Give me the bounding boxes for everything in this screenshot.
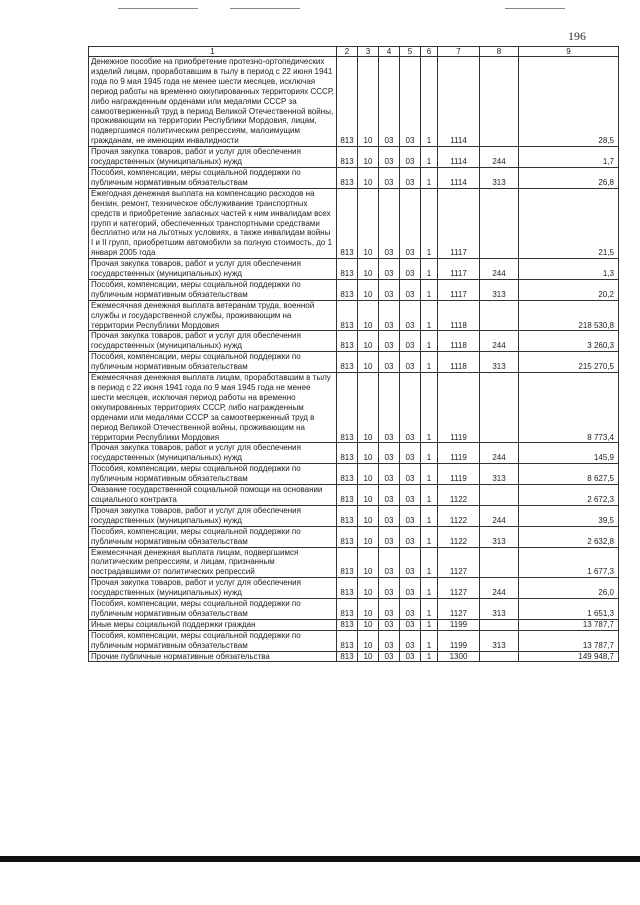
item-name-cell: Прочая закупка товаров, работ и услуг для обеспечения государственных (муниципальных) нужд xyxy=(89,578,337,599)
ministry-code-cell: 813 xyxy=(337,578,358,599)
item-name-cell: Оказание государственной социальной помощи на основании социального контракта xyxy=(89,485,337,506)
item-name-cell: Ежемесячная денежная выплата лицам, подвергшимся политическим репрессиям, и лицам, признанным пострадавшими от политических репрессий xyxy=(89,547,337,578)
subsection-code-cell: 03 xyxy=(379,57,400,147)
expense-type-cell: 244 xyxy=(480,331,519,352)
expense-type-cell: 313 xyxy=(480,599,519,620)
scan-mark xyxy=(118,8,198,9)
section-code-cell: 10 xyxy=(358,526,379,547)
amount-cell: 39,5 xyxy=(519,505,619,526)
subprogram-code-cell: 1 xyxy=(421,352,438,373)
program-code-cell: 03 xyxy=(400,352,421,373)
target-code-cell: 1118 xyxy=(438,300,480,331)
table-row xyxy=(89,651,619,662)
item-name-cell: Ежемесячная денежная выплата лицам, проработавшим в тылу в период с 22 июня 1941 года по 9 мая 1945 года не менее шести месяцев, исключая период работы на временно оккупированных территориях СССР, либо награжденным орденами или медалями СССР за самоотверженный труд в период Великой Отечественной войны, проживающим на территории Республики Мордовия xyxy=(89,373,337,443)
program-code-cell: 03 xyxy=(400,505,421,526)
subprogram-code-cell: 1 xyxy=(421,279,438,300)
section-code-cell: 10 xyxy=(358,505,379,526)
scan-mark xyxy=(230,8,300,9)
program-code-cell: 03 xyxy=(400,300,421,331)
item-name-cell: Иные меры социальной поддержки граждан xyxy=(89,619,337,630)
table-row xyxy=(89,485,619,506)
column-header: 3 xyxy=(358,47,379,57)
target-code-cell: 1117 xyxy=(438,259,480,280)
subprogram-code-cell: 1 xyxy=(421,259,438,280)
subprogram-code-cell: 1 xyxy=(421,373,438,443)
program-code-cell: 03 xyxy=(400,547,421,578)
amount-cell: 26,8 xyxy=(519,167,619,188)
ministry-code-cell: 813 xyxy=(337,505,358,526)
expense-type-cell xyxy=(480,485,519,506)
section-code-cell: 10 xyxy=(358,485,379,506)
expense-type-cell: 313 xyxy=(480,352,519,373)
amount-cell: 2 632,8 xyxy=(519,526,619,547)
item-name-cell: Пособия, компенсации, меры социальной поддержки по публичным нормативным обязательствам xyxy=(89,352,337,373)
table-body xyxy=(89,57,619,662)
program-code-cell: 03 xyxy=(400,147,421,168)
ministry-code-cell: 813 xyxy=(337,547,358,578)
target-code-cell: 1300 xyxy=(438,651,480,662)
ministry-code-cell: 813 xyxy=(337,619,358,630)
subsection-code-cell: 03 xyxy=(379,167,400,188)
table-row xyxy=(89,443,619,464)
target-code-cell: 1119 xyxy=(438,373,480,443)
amount-cell: 1,3 xyxy=(519,259,619,280)
subprogram-code-cell: 1 xyxy=(421,547,438,578)
subprogram-code-cell: 1 xyxy=(421,630,438,651)
program-code-cell: 03 xyxy=(400,630,421,651)
amount-cell: 21,5 xyxy=(519,188,619,258)
ministry-code-cell: 813 xyxy=(337,279,358,300)
ministry-code-cell: 813 xyxy=(337,352,358,373)
program-code-cell: 03 xyxy=(400,485,421,506)
section-code-cell: 10 xyxy=(358,373,379,443)
program-code-cell: 03 xyxy=(400,464,421,485)
item-name-cell: Прочая закупка товаров, работ и услуг для обеспечения государственных (муниципальных) нужд xyxy=(89,147,337,168)
column-header: 1 xyxy=(89,47,337,57)
subprogram-code-cell: 1 xyxy=(421,331,438,352)
subprogram-code-cell: 1 xyxy=(421,464,438,485)
expense-type-cell: 313 xyxy=(480,167,519,188)
program-code-cell: 03 xyxy=(400,526,421,547)
program-code-cell: 03 xyxy=(400,259,421,280)
program-code-cell: 03 xyxy=(400,331,421,352)
subsection-code-cell: 03 xyxy=(379,464,400,485)
subprogram-code-cell: 1 xyxy=(421,443,438,464)
ministry-code-cell: 813 xyxy=(337,188,358,258)
amount-cell: 1 651,3 xyxy=(519,599,619,620)
amount-cell: 13 787,7 xyxy=(519,619,619,630)
amount-cell: 20,2 xyxy=(519,279,619,300)
item-name-cell: Пособия, компенсации, меры социальной поддержки по публичным нормативным обязательствам xyxy=(89,464,337,485)
expense-type-cell: 244 xyxy=(480,578,519,599)
subprogram-code-cell: 1 xyxy=(421,167,438,188)
table-row xyxy=(89,57,619,147)
ministry-code-cell: 813 xyxy=(337,526,358,547)
section-code-cell: 10 xyxy=(358,300,379,331)
section-code-cell: 10 xyxy=(358,651,379,662)
table-row xyxy=(89,599,619,620)
subprogram-code-cell: 1 xyxy=(421,505,438,526)
subsection-code-cell: 03 xyxy=(379,279,400,300)
subsection-code-cell: 03 xyxy=(379,259,400,280)
target-code-cell: 1199 xyxy=(438,630,480,651)
item-name-cell: Прочая закупка товаров, работ и услуг для обеспечения государственных (муниципальных) нужд xyxy=(89,331,337,352)
table-row xyxy=(89,259,619,280)
table-row xyxy=(89,630,619,651)
budget-table xyxy=(88,46,619,662)
expense-type-cell: 313 xyxy=(480,526,519,547)
section-code-cell: 10 xyxy=(358,279,379,300)
column-header: 4 xyxy=(379,47,400,57)
subsection-code-cell: 03 xyxy=(379,300,400,331)
page-number: 196 xyxy=(568,29,586,43)
expense-type-cell xyxy=(480,547,519,578)
ministry-code-cell: 813 xyxy=(337,259,358,280)
ministry-code-cell: 813 xyxy=(337,373,358,443)
subprogram-code-cell: 1 xyxy=(421,188,438,258)
section-code-cell: 10 xyxy=(358,599,379,620)
table-header-row xyxy=(89,47,619,57)
section-code-cell: 10 xyxy=(358,547,379,578)
expense-type-cell: 313 xyxy=(480,630,519,651)
target-code-cell: 1199 xyxy=(438,619,480,630)
ministry-code-cell: 813 xyxy=(337,485,358,506)
item-name-cell: Пособия, компенсации, меры социальной поддержки по публичным нормативным обязательствам xyxy=(89,599,337,620)
ministry-code-cell: 813 xyxy=(337,57,358,147)
item-name-cell: Прочие публичные нормативные обязательства xyxy=(89,651,337,662)
amount-cell: 26,0 xyxy=(519,578,619,599)
program-code-cell: 03 xyxy=(400,57,421,147)
section-code-cell: 10 xyxy=(358,331,379,352)
table-row xyxy=(89,279,619,300)
target-code-cell: 1118 xyxy=(438,331,480,352)
amount-cell: 2 672,3 xyxy=(519,485,619,506)
subprogram-code-cell: 1 xyxy=(421,619,438,630)
table-row xyxy=(89,331,619,352)
subprogram-code-cell: 1 xyxy=(421,57,438,147)
table-row xyxy=(89,619,619,630)
subprogram-code-cell: 1 xyxy=(421,526,438,547)
column-header: 8 xyxy=(480,47,519,57)
subsection-code-cell: 03 xyxy=(379,485,400,506)
item-name-cell: Прочая закупка товаров, работ и услуг для обеспечения государственных (муниципальных) нужд xyxy=(89,505,337,526)
section-code-cell: 10 xyxy=(358,188,379,258)
program-code-cell: 03 xyxy=(400,373,421,443)
target-code-cell: 1119 xyxy=(438,464,480,485)
section-code-cell: 10 xyxy=(358,352,379,373)
column-header: 5 xyxy=(400,47,421,57)
scan-mark xyxy=(505,8,565,9)
table-row xyxy=(89,373,619,443)
item-name-cell: Пособия, компенсации, меры социальной поддержки по публичным нормативным обязательствам xyxy=(89,167,337,188)
ministry-code-cell: 813 xyxy=(337,443,358,464)
expense-type-cell xyxy=(480,57,519,147)
table-row xyxy=(89,526,619,547)
column-header: 6 xyxy=(421,47,438,57)
ministry-code-cell: 813 xyxy=(337,651,358,662)
target-code-cell: 1117 xyxy=(438,188,480,258)
program-code-cell: 03 xyxy=(400,578,421,599)
subprogram-code-cell: 1 xyxy=(421,147,438,168)
amount-cell: 1,7 xyxy=(519,147,619,168)
program-code-cell: 03 xyxy=(400,188,421,258)
target-code-cell: 1127 xyxy=(438,547,480,578)
section-code-cell: 10 xyxy=(358,259,379,280)
table-row xyxy=(89,464,619,485)
subprogram-code-cell: 1 xyxy=(421,651,438,662)
subprogram-code-cell: 1 xyxy=(421,578,438,599)
program-code-cell: 03 xyxy=(400,619,421,630)
subsection-code-cell: 03 xyxy=(379,651,400,662)
subsection-code-cell: 03 xyxy=(379,526,400,547)
target-code-cell: 1122 xyxy=(438,505,480,526)
amount-cell: 145,9 xyxy=(519,443,619,464)
amount-cell: 3 260,3 xyxy=(519,331,619,352)
target-code-cell: 1114 xyxy=(438,147,480,168)
target-code-cell: 1114 xyxy=(438,57,480,147)
program-code-cell: 03 xyxy=(400,167,421,188)
amount-cell: 8 773,4 xyxy=(519,373,619,443)
section-code-cell: 10 xyxy=(358,619,379,630)
expense-type-cell xyxy=(480,188,519,258)
table-row xyxy=(89,547,619,578)
target-code-cell: 1117 xyxy=(438,279,480,300)
subsection-code-cell: 03 xyxy=(379,147,400,168)
expense-type-cell xyxy=(480,619,519,630)
table-row xyxy=(89,578,619,599)
target-code-cell: 1127 xyxy=(438,578,480,599)
section-code-cell: 10 xyxy=(358,147,379,168)
section-code-cell: 10 xyxy=(358,167,379,188)
amount-cell: 8 627,5 xyxy=(519,464,619,485)
ministry-code-cell: 813 xyxy=(337,331,358,352)
expense-type-cell: 244 xyxy=(480,443,519,464)
subsection-code-cell: 03 xyxy=(379,331,400,352)
table-row xyxy=(89,352,619,373)
item-name-cell: Ежегодная денежная выплата на компенсацию расходов на бензин, ремонт, техническое обслуживание транспортных средств и приобретение запасных частей к ним инвалидам всех групп и категорий, обеспеченных транспортными средствами бесплатно или на льготных условиях, а также инвалидам войны I и II групп, приобретшим автомобили за полную стоимость, до 1 января 2005 года xyxy=(89,188,337,258)
target-code-cell: 1114 xyxy=(438,167,480,188)
column-header: 7 xyxy=(438,47,480,57)
ministry-code-cell: 813 xyxy=(337,464,358,485)
subsection-code-cell: 03 xyxy=(379,373,400,443)
table-row xyxy=(89,167,619,188)
amount-cell: 215 270,5 xyxy=(519,352,619,373)
subsection-code-cell: 03 xyxy=(379,505,400,526)
section-code-cell: 10 xyxy=(358,57,379,147)
subsection-code-cell: 03 xyxy=(379,619,400,630)
item-name-cell: Пособия, компенсации, меры социальной поддержки по публичным нормативным обязательствам xyxy=(89,630,337,651)
item-name-cell: Пособия, компенсации, меры социальной поддержки по публичным нормативным обязательствам xyxy=(89,526,337,547)
program-code-cell: 03 xyxy=(400,599,421,620)
scan-bottom-bar xyxy=(0,856,640,862)
subsection-code-cell: 03 xyxy=(379,443,400,464)
expense-type-cell: 244 xyxy=(480,147,519,168)
item-name-cell: Денежное пособие на приобретение протезно-ортопедических изделий лицам, проработавшим в тылу в период с 22 июня 1941 года по 9 мая 1945 года не менее шести месяцев, исключая период работы на временно оккупированных территориях СССР, либо награжденным орденами или медалями СССР за самоотверженный труд в период Великой Отечественной войны, проживающим на территории Республики Мордовия, лицам, подвергшимся политическим репрессиям, малоимущим гражданам, не имеющим инвалидности xyxy=(89,57,337,147)
expense-type-cell xyxy=(480,373,519,443)
item-name-cell: Прочая закупка товаров, работ и услуг для обеспечения государственных (муниципальных) нужд xyxy=(89,443,337,464)
subprogram-code-cell: 1 xyxy=(421,300,438,331)
subsection-code-cell: 03 xyxy=(379,188,400,258)
amount-cell: 1 677,3 xyxy=(519,547,619,578)
program-code-cell: 03 xyxy=(400,279,421,300)
target-code-cell: 1118 xyxy=(438,352,480,373)
amount-cell: 13 787,7 xyxy=(519,630,619,651)
subsection-code-cell: 03 xyxy=(379,352,400,373)
ministry-code-cell: 813 xyxy=(337,630,358,651)
expense-type-cell: 313 xyxy=(480,279,519,300)
section-code-cell: 10 xyxy=(358,578,379,599)
amount-cell: 218 530,8 xyxy=(519,300,619,331)
expense-type-cell xyxy=(480,300,519,331)
amount-cell: 28,5 xyxy=(519,57,619,147)
subsection-code-cell: 03 xyxy=(379,547,400,578)
target-code-cell: 1122 xyxy=(438,485,480,506)
expense-type-cell xyxy=(480,651,519,662)
amount-cell: 149 948,7 xyxy=(519,651,619,662)
column-header: 2 xyxy=(337,47,358,57)
target-code-cell: 1122 xyxy=(438,526,480,547)
section-code-cell: 10 xyxy=(358,464,379,485)
section-code-cell: 10 xyxy=(358,630,379,651)
ministry-code-cell: 813 xyxy=(337,300,358,331)
subprogram-code-cell: 1 xyxy=(421,485,438,506)
subprogram-code-cell: 1 xyxy=(421,599,438,620)
subsection-code-cell: 03 xyxy=(379,578,400,599)
item-name-cell: Прочая закупка товаров, работ и услуг для обеспечения государственных (муниципальных) нужд xyxy=(89,259,337,280)
expense-type-cell: 313 xyxy=(480,464,519,485)
expense-type-cell: 244 xyxy=(480,259,519,280)
ministry-code-cell: 813 xyxy=(337,167,358,188)
program-code-cell: 03 xyxy=(400,651,421,662)
table-row xyxy=(89,147,619,168)
target-code-cell: 1127 xyxy=(438,599,480,620)
column-header: 9 xyxy=(519,47,619,57)
target-code-cell: 1119 xyxy=(438,443,480,464)
item-name-cell: Пособия, компенсации, меры социальной поддержки по публичным нормативным обязательствам xyxy=(89,279,337,300)
table-row xyxy=(89,188,619,258)
table-row xyxy=(89,505,619,526)
expense-type-cell: 244 xyxy=(480,505,519,526)
ministry-code-cell: 813 xyxy=(337,599,358,620)
subsection-code-cell: 03 xyxy=(379,599,400,620)
subsection-code-cell: 03 xyxy=(379,630,400,651)
section-code-cell: 10 xyxy=(358,443,379,464)
program-code-cell: 03 xyxy=(400,443,421,464)
ministry-code-cell: 813 xyxy=(337,147,358,168)
table-row xyxy=(89,300,619,331)
item-name-cell: Ежемесячная денежная выплата ветеранам труда, военной службы и государственной службы, проживающим на территории Республики Мордовия xyxy=(89,300,337,331)
